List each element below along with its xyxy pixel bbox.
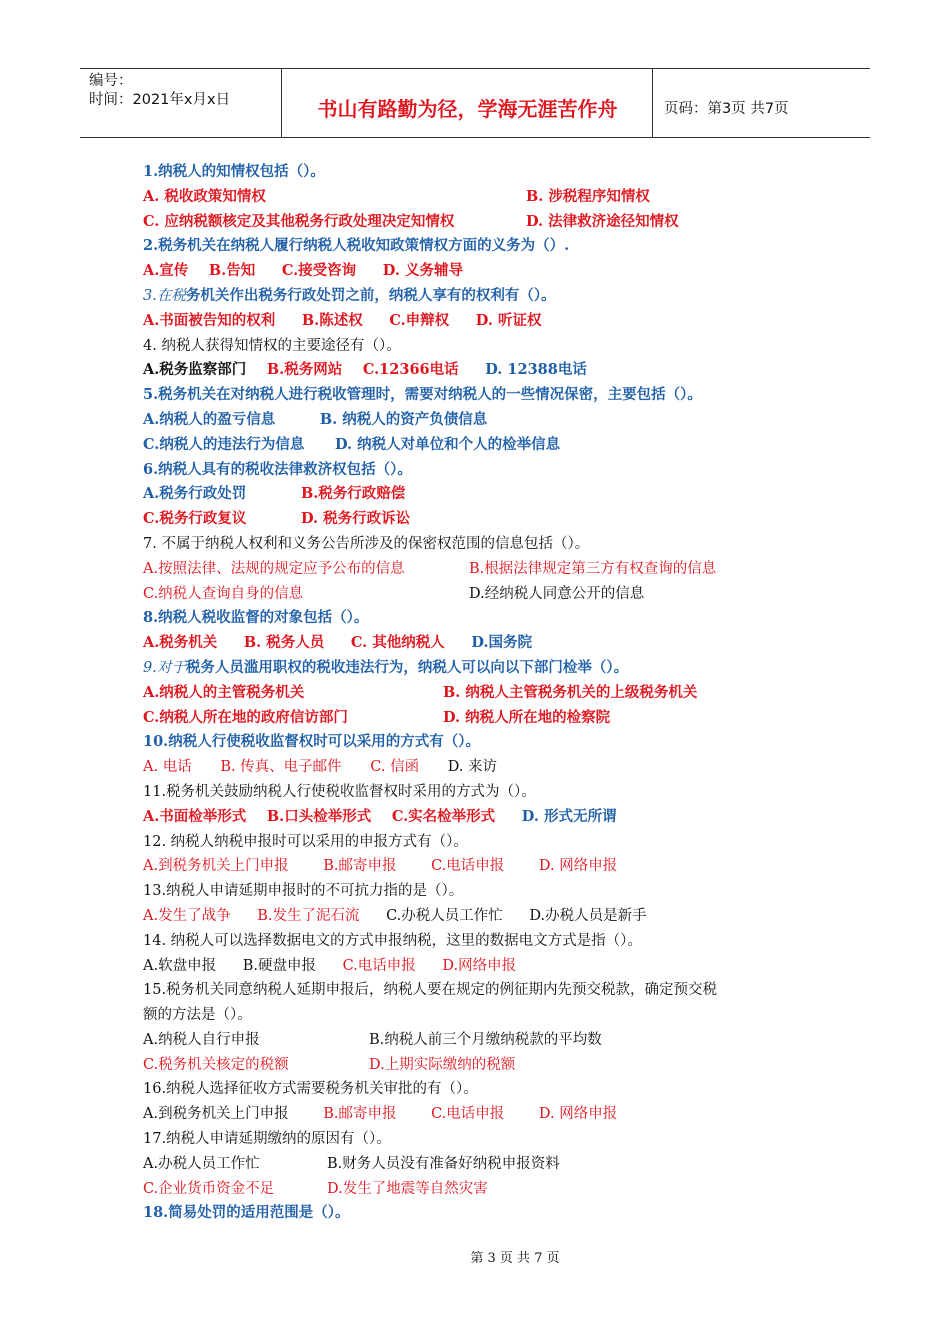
question-9 (143, 656, 823, 681)
question-7-options-row1 (143, 557, 823, 582)
question-18: 18.简易处罚的适用范围是（）。 (143, 1204, 350, 1222)
option: C.12366电话 (362, 361, 459, 379)
question-8-options (143, 631, 823, 656)
option: B.邮寄申报 (323, 1106, 397, 1123)
option: D. 法律救济途径知情权 (526, 212, 679, 230)
question-12: 12. 纳税人纳税申报时可以采用的申报方式有（）。 (143, 833, 468, 850)
question-14-options (143, 954, 823, 979)
option: B. 纳税人的资产负债信息 (319, 410, 488, 428)
question-16-options (143, 1102, 823, 1127)
question-4: 4. 纳税人获得知情权的主要途径有（）。 (143, 337, 401, 354)
header-meta (80, 69, 282, 137)
option: C. 应纳税额核定及其他税务行政处理决定知情权 (143, 212, 455, 230)
option: B.邮寄申报 (323, 858, 397, 875)
option: B.财务人员没有准备好纳税申报资料 (327, 1155, 560, 1172)
page-header (80, 68, 870, 138)
option: C.办税人员工作忙 (386, 907, 503, 924)
question-13-options (143, 904, 823, 929)
question-6-options-row2 (143, 507, 823, 532)
option: C.电话申报 (342, 957, 416, 974)
question-17-options-row2 (143, 1177, 823, 1202)
question-12-options (143, 854, 823, 879)
option: C.电话申报 (431, 1106, 505, 1123)
question-15-options-row1 (143, 1028, 823, 1053)
option: A.税务行政处罚 (143, 485, 247, 503)
option: B.纳税人前三个月缴纳税款的平均数 (369, 1031, 602, 1048)
question-10: 10.纳税人行使税收监督权时可以采用的方式有（）。 (143, 733, 480, 751)
option: B.口头检举形式 (266, 807, 372, 825)
question-11: 11.税务机关鼓励纳税人行使税收监督权时采用的方式为（）。 (143, 783, 536, 800)
option: B.税务行政赔偿 (301, 485, 406, 503)
option: C.接受咨询 (281, 262, 357, 280)
option: A. 电话 (143, 759, 192, 776)
question-13: 13.纳税人申请延期申报时的不可抗力指的是（）。 (143, 883, 464, 900)
option: A.办税人员工作忙 (143, 1155, 260, 1172)
option: A.纳税人的盈亏信息 (143, 410, 276, 428)
question-17: 17.纳税人申请延期缴纳的原因有（）。 (143, 1131, 391, 1148)
option: C.申辩权 (389, 311, 450, 329)
question-14: 14. 纳税人可以选择数据电文的方式申报纳税，这里的数据电文方式是指（）。 (143, 932, 642, 949)
option: B.根据法律规定第三方有权查询的信息 (469, 560, 717, 577)
option: C.企业货币资金不足 (143, 1180, 275, 1197)
option: D.上期实际缴纳的税额 (369, 1056, 516, 1073)
option: D. 12388电话 (485, 361, 587, 379)
question-1-options-row2 (143, 210, 823, 235)
option: B.告知 (208, 262, 256, 280)
option: C.纳税人所在地的政府信访部门 (143, 708, 348, 726)
option: B. 传真、电子邮件 (220, 759, 342, 776)
question-16: 16.纳税人选择征收方式需要税务机关审批的有（）。 (143, 1081, 478, 1098)
option: A.软盘申报 (143, 957, 217, 974)
number-label: 编号： (89, 73, 133, 89)
question-9-text: 税务人员滥用职权的税收违法行为，纳税人可以向以下部门检举（）。 (185, 658, 629, 676)
question-15: 15.税务机关同意纳税人延期申报后，纳税人要在规定的例征期内先预交税款，确定预交税 (143, 982, 718, 999)
option: C.税务机关核定的税额 (143, 1056, 289, 1073)
option: D.网络申报 (442, 957, 517, 974)
question-1: 1.纳税人的知情权包括（）。 (143, 163, 325, 180)
option: D. 义务辅导 (382, 262, 463, 280)
question-3-prefix: 3.在税 (143, 287, 186, 304)
option: A.书面被告知的权利 (143, 311, 276, 329)
time-label: 时间：2021年x月x日 (89, 92, 231, 108)
option: C.纳税人查询自身的信息 (143, 585, 304, 602)
option: A.税务机关 (143, 634, 218, 652)
question-17-options-row1 (143, 1152, 823, 1177)
option: D. 税务行政诉讼 (301, 510, 411, 528)
option: B.陈述权 (301, 311, 363, 329)
question-4-options (143, 358, 823, 383)
option: C. 信函 (370, 759, 420, 776)
option: A.发生了战争 (143, 907, 231, 924)
question-15-cont: 额的方法是（）。 (143, 1007, 252, 1024)
option: D. 网络申报 (538, 858, 618, 875)
question-2-options (143, 259, 823, 284)
option: D. 形式无所谓 (521, 807, 617, 825)
option: D. 纳税人对单位和个人的检举信息 (334, 435, 561, 453)
option: B.税务网站 (266, 361, 343, 379)
question-6-options-row1 (143, 482, 823, 507)
question-5-options-row1 (143, 408, 823, 433)
question-10-options (143, 755, 823, 780)
question-5: 5.税务机关在对纳税人进行税收管理时，需要对纳税人的一些情况保密，主要包括（）。 (143, 386, 702, 404)
option: D.办税人员是新手 (529, 907, 647, 924)
option: D.国务院 (471, 634, 532, 652)
option: B. 涉税程序知情权 (526, 187, 650, 205)
option: A.税务监察部门 (143, 361, 247, 379)
question-3-text: 务机关作出税务行政处罚之前，纳税人享有的权利有（）。 (185, 286, 556, 304)
question-15-options-row2 (143, 1053, 823, 1078)
option: A.到税务机关上门申报 (143, 1106, 289, 1123)
option: A.书面检举形式 (143, 807, 247, 825)
question-9-prefix: 9.对于 (143, 659, 186, 676)
option: B. 纳税人主管税务机关的上级税务机关 (443, 683, 698, 701)
option: D. 网络申报 (538, 1106, 618, 1123)
question-6: 6.纳税人具有的税收法律救济权包括（）。 (143, 460, 412, 478)
question-9-options-row2 (143, 706, 823, 731)
option: B.发生了泥石流 (257, 907, 360, 924)
option: D.经纳税人同意公开的信息 (469, 585, 645, 602)
option: A.纳税人的主管税务机关 (143, 683, 305, 701)
option: D. 听证权 (475, 311, 542, 329)
option: A.纳税人自行申报 (143, 1031, 260, 1048)
question-5-options-row2 (143, 433, 823, 458)
option: A.宣传 (143, 262, 189, 280)
option: C.纳税人的违法行为信息 (143, 435, 305, 453)
option: D.发生了地震等自然灾害 (327, 1180, 488, 1197)
option: C. 其他纳税人 (350, 634, 445, 652)
question-7: 7. 不属于纳税人权利和义务公告所涉及的保密权范围的信息包括（）。 (143, 535, 590, 552)
option: C.实名检举形式 (391, 807, 496, 825)
option: D. 来访 (447, 759, 498, 776)
option: B.硬盘申报 (242, 957, 316, 974)
option: B. 税务人员 (243, 634, 325, 652)
question-list (143, 160, 823, 1226)
question-11-options (143, 805, 823, 830)
header-motto: 书山有路勤为径，学海无涯苦作舟 (283, 69, 653, 137)
option: C.电话申报 (431, 858, 505, 875)
option: A.按照法律、法规的规定应予公布的信息 (143, 560, 405, 577)
header-page-label: 页码：第3页 共7页 (664, 100, 789, 117)
question-2: 2.税务机关在纳税人履行纳税人税收知政策情权方面的义务为（）. (143, 237, 570, 255)
option: C.税务行政复议 (143, 510, 247, 528)
question-7-options-row2 (143, 582, 823, 607)
option: A.到税务机关上门申报 (143, 858, 289, 875)
page-footer: 第 3 页 共 7 页 (470, 1251, 560, 1266)
question-1-options-row1 (143, 185, 823, 210)
question-3 (143, 284, 823, 309)
question-3-options (143, 309, 823, 334)
question-9-options-row1 (143, 681, 823, 706)
option: D. 纳税人所在地的检察院 (443, 708, 611, 726)
question-8: 8.纳税人税收监督的对象包括（）。 (143, 609, 369, 627)
option: A. 税收政策知情权 (143, 187, 266, 205)
